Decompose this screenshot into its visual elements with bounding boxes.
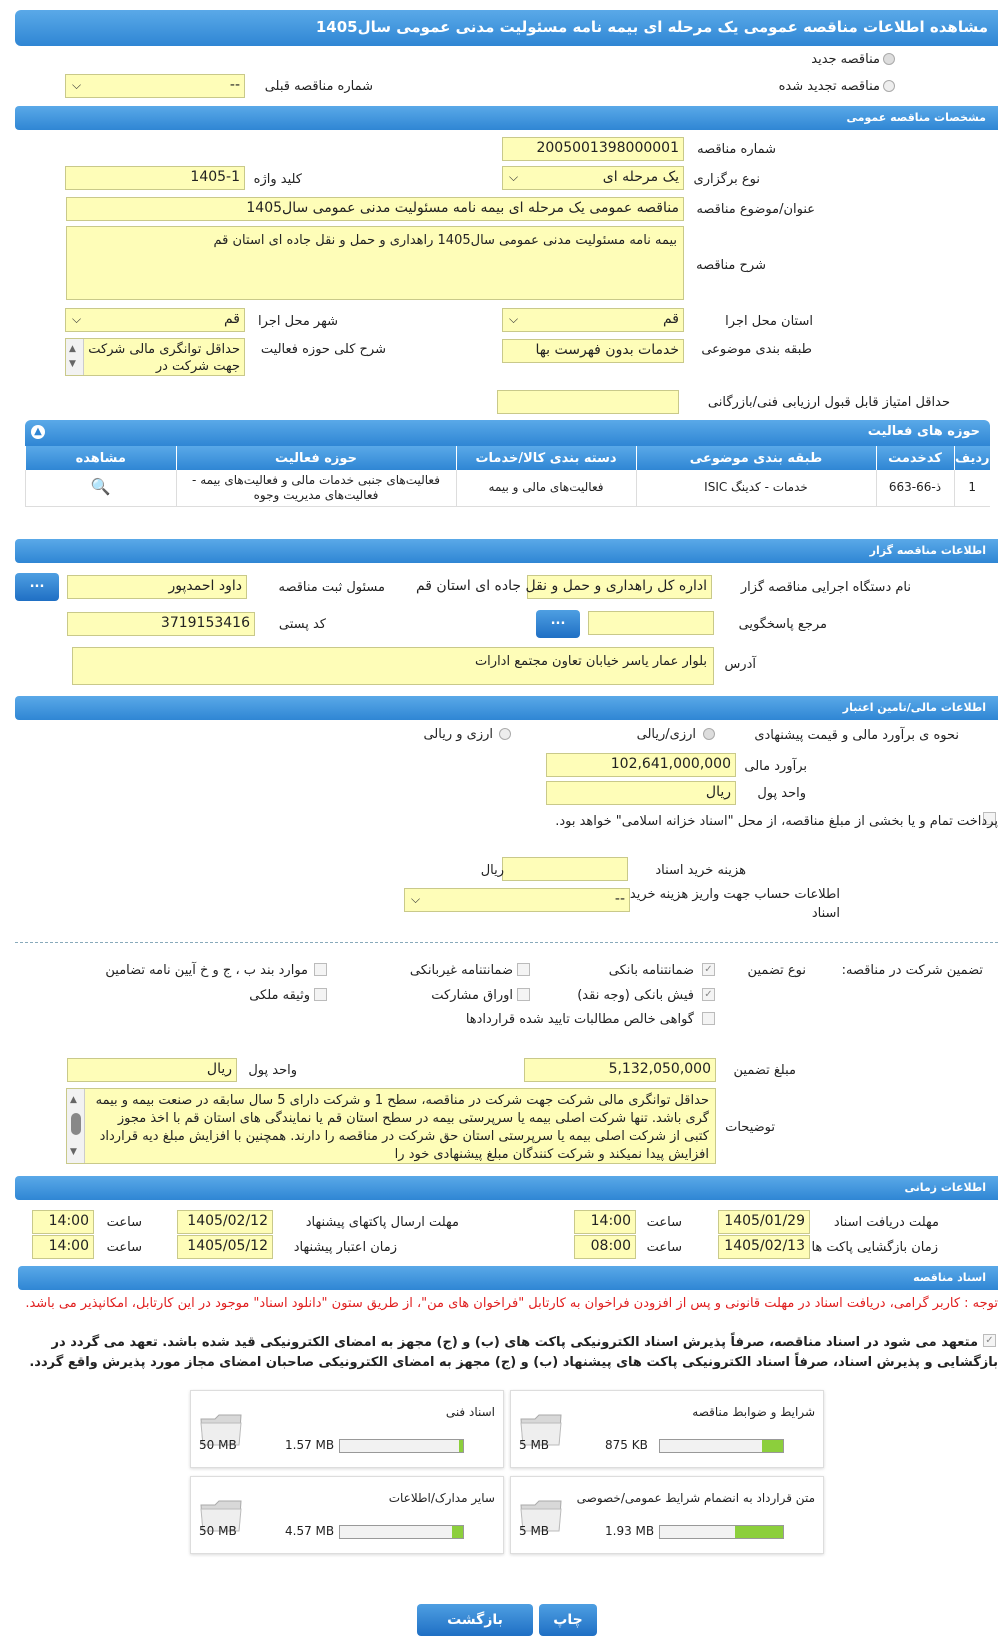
ref-label: مرجع پاسخگویی bbox=[738, 617, 827, 632]
address-label: آدرس bbox=[724, 657, 756, 672]
currency-label: واحد پول bbox=[757, 786, 806, 801]
time-label: ساعت bbox=[106, 1240, 142, 1255]
org-field: اداره کل راهداری و حمل و نقل جاده ای استان قم bbox=[527, 575, 712, 599]
type-value: یک مرحله ای bbox=[602, 169, 679, 185]
city-select[interactable] bbox=[65, 308, 245, 332]
guarantee-type-label: نوع تضمین bbox=[747, 963, 806, 978]
category-field: خدمات بدون فهرست بها bbox=[502, 339, 684, 363]
cell-group: فعالیت‌های مالی و بیمه bbox=[456, 470, 636, 506]
min-score-field bbox=[497, 390, 679, 414]
chk-bank-slip: ✓ bbox=[702, 988, 715, 1001]
guarantee-amount-label: مبلغ تضمین bbox=[733, 1063, 796, 1078]
progress-fill bbox=[735, 1526, 783, 1538]
chk-receivables bbox=[702, 1012, 715, 1025]
activities-table bbox=[25, 446, 990, 507]
page-title: مشاهده اطلاعات مناقصه عمومی یک مرحله ای بیمه نامه مسئولیت مدنی عمومی سال1405 bbox=[15, 10, 998, 46]
guarantee-amount-field: 5,132,050,000 bbox=[524, 1058, 716, 1082]
doc-max-size: 5 MB bbox=[519, 1524, 550, 1538]
radio-rial[interactable] bbox=[703, 728, 715, 740]
col-index: ردیف bbox=[954, 446, 990, 470]
progress-fill bbox=[459, 1440, 463, 1452]
notes-label: توضیحات bbox=[725, 1120, 775, 1135]
cell-scope: فعالیت‌های جنبی خدمات مالی و فعالیت‌های بیمه - فعالیت‌های مدیریت وجوه bbox=[176, 470, 456, 506]
collapse-icon[interactable]: ▲ bbox=[31, 425, 45, 439]
table-header-row bbox=[26, 446, 991, 470]
opt-bank-guarantee: ضمانتنامه بانکی bbox=[608, 963, 694, 978]
opt-receivables: گواهی خالص مطالبات تایید شده قراردادها bbox=[465, 1012, 694, 1027]
postal-label: کد پستی bbox=[278, 617, 326, 632]
activity-scope-field[interactable] bbox=[65, 338, 245, 376]
doc-title: سایر مدارک/اطلاعات bbox=[388, 1491, 495, 1505]
doc-receive-date: 1405/01/29 bbox=[718, 1210, 810, 1234]
cell-code: ذ-66-663 bbox=[876, 470, 954, 506]
documents-notice: توجه : کاربر گرامی، دریافت اسناد در مهلت قانونی و پس از افزودن فراخوان به کارتابل "فراخوان های من"، از طریق ستون "دانلود اسناد" موجود در این کارتابل، امکانپذیر می باشد. bbox=[25, 1296, 998, 1311]
category-label: طبقه بندی موضوعی bbox=[701, 342, 812, 357]
chevron-down-icon: ⌵ bbox=[72, 78, 82, 92]
activities-title: حوزه های فعالیت bbox=[867, 424, 980, 439]
scroll-down-icon: ▼ bbox=[69, 359, 76, 369]
registrar-more-button[interactable]: ... bbox=[15, 573, 59, 601]
chk-nonbank-guarantee bbox=[517, 963, 530, 976]
doc-size: 4.57 MB bbox=[285, 1524, 335, 1538]
commitment-checkbox: ✓ bbox=[983, 1334, 996, 1347]
table-row bbox=[26, 470, 991, 506]
city-value: قم bbox=[223, 311, 240, 327]
min-score-label: حداقل امتیاز قابل قبول ارزیابی فنی/بازرگانی bbox=[707, 395, 950, 410]
prev-number-label: شماره مناقصه قبلی bbox=[264, 79, 373, 94]
scrollbar[interactable] bbox=[67, 1089, 85, 1163]
scroll-thumb[interactable] bbox=[71, 1113, 81, 1135]
col-classification: طبقه بندی موضوعی bbox=[636, 446, 876, 470]
chk-property bbox=[314, 988, 327, 1001]
description-label: شرح مناقصه bbox=[696, 258, 766, 273]
section-timing: اطلاعات زمانی bbox=[15, 1176, 998, 1200]
progress-bar bbox=[659, 1525, 784, 1539]
province-label: استان محل اجرا bbox=[725, 314, 813, 329]
doc-max-size: 50 MB bbox=[199, 1438, 237, 1452]
treasury-text: پرداخت تمام و یا بخشی از مبلغ مناقصه، از محل "اسناد خزانه اسلامی" خواهد بود. bbox=[555, 814, 998, 829]
account-select[interactable] bbox=[404, 888, 630, 912]
tender-number-field: 2005001398000001 bbox=[502, 137, 684, 161]
col-view: مشاهده bbox=[26, 446, 177, 470]
validity-date: 1405/05/12 bbox=[177, 1235, 273, 1259]
chevron-down-icon: ⌵ bbox=[509, 170, 519, 184]
radio-renewed-tender[interactable] bbox=[883, 80, 895, 92]
progress-fill bbox=[452, 1526, 463, 1538]
prev-number-select[interactable] bbox=[65, 74, 245, 98]
magnifier-icon[interactable]: 🔍 bbox=[90, 477, 111, 497]
submit-label: مهلت ارسال پاکتهای پیشنهاد bbox=[305, 1215, 459, 1230]
scroll-down-icon: ▼ bbox=[70, 1147, 77, 1157]
type-label: نوع برگزاری bbox=[693, 172, 760, 187]
doc-card-terms[interactable] bbox=[510, 1390, 824, 1468]
notes-text: حداقل توانگری مالی شرکت جهت شرکت در مناقصه، سطح 1 و شرکت دارای 5 سال سابقه در صنعت بیمه و بیمه گری باشد. تنها شرکت اصلی بیمه یا سرپرستی بیمه در سطح استان قم یا نمایندگی های استان قم با اخذ مجوز کتبی از شرکت اصلی بیمه یا سرپرستی استان حق شرکت در مناقصه را دارند. همچنین با افزایش مبلغ دیه قرارداد افزایش پیدا نمیکند و شرکت کنندگان مبلغ پیشنهادی خود را bbox=[95, 1093, 709, 1162]
commitment-text: متعهد می شود در اسناد مناقصه، صرفاً پذیرش اسناد الکترونیکی پاکت های (ب) و (ج) مجهز به امضای الکترونیکی قید شده باشد. تعهد می گردد در بازگشایی و پذیرش اسناد، صرفاً اسناد الکترونیکی پاکت های پیشنهاد (ب) و (ج) مجهز به امضای الکترونیکی صاحبان امضای مجاز مورد پذیرش واقع گردد. bbox=[29, 1335, 998, 1370]
doc-receive-label: مهلت دریافت اسناد bbox=[833, 1215, 939, 1230]
opt-bonds: اوراق مشارکت bbox=[431, 988, 513, 1003]
doc-card-other[interactable] bbox=[190, 1476, 504, 1554]
description-field: بیمه نامه مسئولیت مدنی عمومی سال1405 راهداری و حمل و نقل جاده ای استان قم bbox=[66, 226, 684, 300]
subject-label: عنوان/موضوع مناقصه bbox=[696, 202, 815, 217]
scrollbar[interactable] bbox=[66, 339, 84, 375]
postal-field: 3719153416 bbox=[67, 612, 255, 636]
time-label: ساعت bbox=[106, 1215, 142, 1230]
opt-property: وثیقه ملکی bbox=[249, 988, 310, 1003]
currency-field: ریال bbox=[546, 781, 736, 805]
doc-fee-label: هزینه خرید اسناد bbox=[655, 863, 746, 878]
chevron-down-icon: ⌵ bbox=[72, 312, 82, 326]
radio-fx-label: ارزی و ریالی bbox=[423, 727, 493, 742]
progress-bar bbox=[339, 1439, 464, 1453]
validity-label: زمان اعتبار پیشنهاد bbox=[293, 1240, 397, 1255]
chk-bank-guarantee: ✓ bbox=[702, 963, 715, 976]
print-button[interactable]: چاپ bbox=[539, 1604, 597, 1636]
address-field: بلوار عمار یاسر خیابان تعاون مجتمع ادارات bbox=[72, 647, 714, 685]
notes-field[interactable] bbox=[66, 1088, 716, 1164]
prev-number-value: -- bbox=[229, 77, 240, 93]
section-finance: اطلاعات مالی/تامین اعتبار bbox=[15, 696, 998, 720]
cell-index: 1 bbox=[954, 470, 990, 506]
tender-number-label: شماره مناقصه bbox=[697, 142, 776, 157]
province-select[interactable] bbox=[502, 308, 684, 332]
doc-fee-field bbox=[502, 857, 628, 881]
subject-field: مناقصه عمومی یک مرحله ای بیمه نامه مسئولیت مدنی عمومی سال1405 bbox=[66, 197, 684, 221]
col-group: دسته بندی کالا/خدمات bbox=[456, 446, 636, 470]
doc-size: 875 KB bbox=[605, 1438, 648, 1452]
open-date: 1405/02/13 bbox=[718, 1235, 810, 1259]
doc-size: 1.93 MB bbox=[605, 1524, 655, 1538]
chevron-down-icon: ⌵ bbox=[411, 892, 421, 906]
doc-max-size: 50 MB bbox=[199, 1524, 237, 1538]
opt-bank-slip: فیش بانکی (وجه نقد) bbox=[577, 988, 694, 1003]
guarantee-title: تضمین شرکت در مناقصه: bbox=[841, 963, 983, 978]
divider bbox=[15, 942, 998, 943]
ref-field bbox=[588, 611, 714, 635]
keyword-field: 1405-1 bbox=[65, 166, 245, 190]
progress-bar bbox=[339, 1525, 464, 1539]
chk-bonds bbox=[517, 988, 530, 1001]
section-activities bbox=[25, 420, 990, 446]
keyword-label: کلید واژه bbox=[253, 172, 302, 187]
opt-nonbank-guarantee: ضمانتنامه غیربانکی bbox=[409, 963, 513, 978]
doc-fee-unit: ریال bbox=[480, 863, 504, 878]
estimate-label: برآورد مالی bbox=[744, 759, 807, 774]
radio-new-tender[interactable] bbox=[883, 53, 895, 65]
scroll-up-icon: ▲ bbox=[70, 1095, 77, 1105]
doc-card-technical[interactable] bbox=[190, 1390, 504, 1468]
doc-size: 1.57 MB bbox=[285, 1438, 335, 1452]
city-label: شهر محل اجرا bbox=[258, 314, 338, 329]
open-label: زمان بازگشایی پاکت ها bbox=[811, 1240, 938, 1255]
col-scope: حوزه فعالیت bbox=[176, 446, 456, 470]
cell-view bbox=[26, 470, 177, 506]
org-label: نام دستگاه اجرایی مناقصه گزار bbox=[740, 580, 911, 595]
chevron-down-icon: ⌵ bbox=[509, 312, 519, 326]
doc-max-size: 5 MB bbox=[519, 1438, 550, 1452]
guarantee-currency-field: ریال bbox=[67, 1058, 237, 1082]
opt-items-bcx: موارد بند ب ، ج و خ آیین نامه تضامین bbox=[105, 963, 308, 978]
account-value: -- bbox=[614, 891, 625, 907]
section-documents: اسناد مناقصه bbox=[18, 1266, 998, 1290]
cell-classification: خدمات - کدینگ ISIC bbox=[636, 470, 876, 506]
col-code: کدخدمت bbox=[876, 446, 954, 470]
type-select[interactable] bbox=[502, 166, 684, 190]
radio-new-label: مناقصه جدید bbox=[811, 52, 880, 67]
doc-card-contract[interactable] bbox=[510, 1476, 824, 1554]
activity-scope-label: شرح کلی حوزه فعالیت bbox=[260, 342, 386, 357]
section-organizer: اطلاعات مناقصه گزار bbox=[15, 539, 998, 563]
estimate-field: 102,641,000,000 bbox=[546, 753, 736, 777]
submit-date: 1405/02/12 bbox=[177, 1210, 273, 1234]
doc-receive-time: 14:00 bbox=[574, 1210, 636, 1234]
registrar-field: داود احمدپور bbox=[67, 575, 247, 599]
doc-title: اسناد فنی bbox=[445, 1405, 495, 1419]
radio-rial-label: ارزی/ریالی bbox=[636, 727, 696, 742]
time-label: ساعت bbox=[646, 1215, 682, 1230]
province-value: قم bbox=[662, 311, 679, 327]
doc-title: شرایط و ضوابط مناقصه bbox=[692, 1405, 815, 1419]
time-label: ساعت bbox=[646, 1240, 682, 1255]
doc-title: متن قرارداد به انضمام شرایط عمومی/خصوصی bbox=[576, 1491, 815, 1505]
scroll-up-icon: ▲ bbox=[69, 344, 76, 354]
chk-items-bcx bbox=[314, 963, 327, 976]
section-general: مشخصات مناقصه عمومی bbox=[15, 106, 998, 130]
submit-time: 14:00 bbox=[32, 1210, 94, 1234]
registrar-label: مسئول ثبت مناقصه bbox=[278, 580, 385, 595]
activity-scope-text: حداقل توانگری مالی شرکت جهت شرکت در bbox=[88, 342, 240, 374]
radio-renewed-label: مناقصه تجدید شده bbox=[778, 79, 880, 94]
progress-bar bbox=[659, 1439, 784, 1453]
ref-more-button[interactable]: ... bbox=[536, 610, 580, 638]
radio-fx[interactable] bbox=[499, 728, 511, 740]
estimate-method-label: نحوه ی برآورد مالی و قیمت پیشنهادی bbox=[754, 728, 959, 743]
back-button[interactable]: بازگشت bbox=[417, 1604, 533, 1636]
open-time: 08:00 bbox=[574, 1235, 636, 1259]
guarantee-currency-label: واحد پول bbox=[248, 1063, 297, 1078]
progress-fill bbox=[762, 1440, 783, 1452]
validity-time: 14:00 bbox=[32, 1235, 94, 1259]
account-label: اطلاعات حساب جهت واریز هزینه خرید اسناد bbox=[629, 887, 840, 921]
